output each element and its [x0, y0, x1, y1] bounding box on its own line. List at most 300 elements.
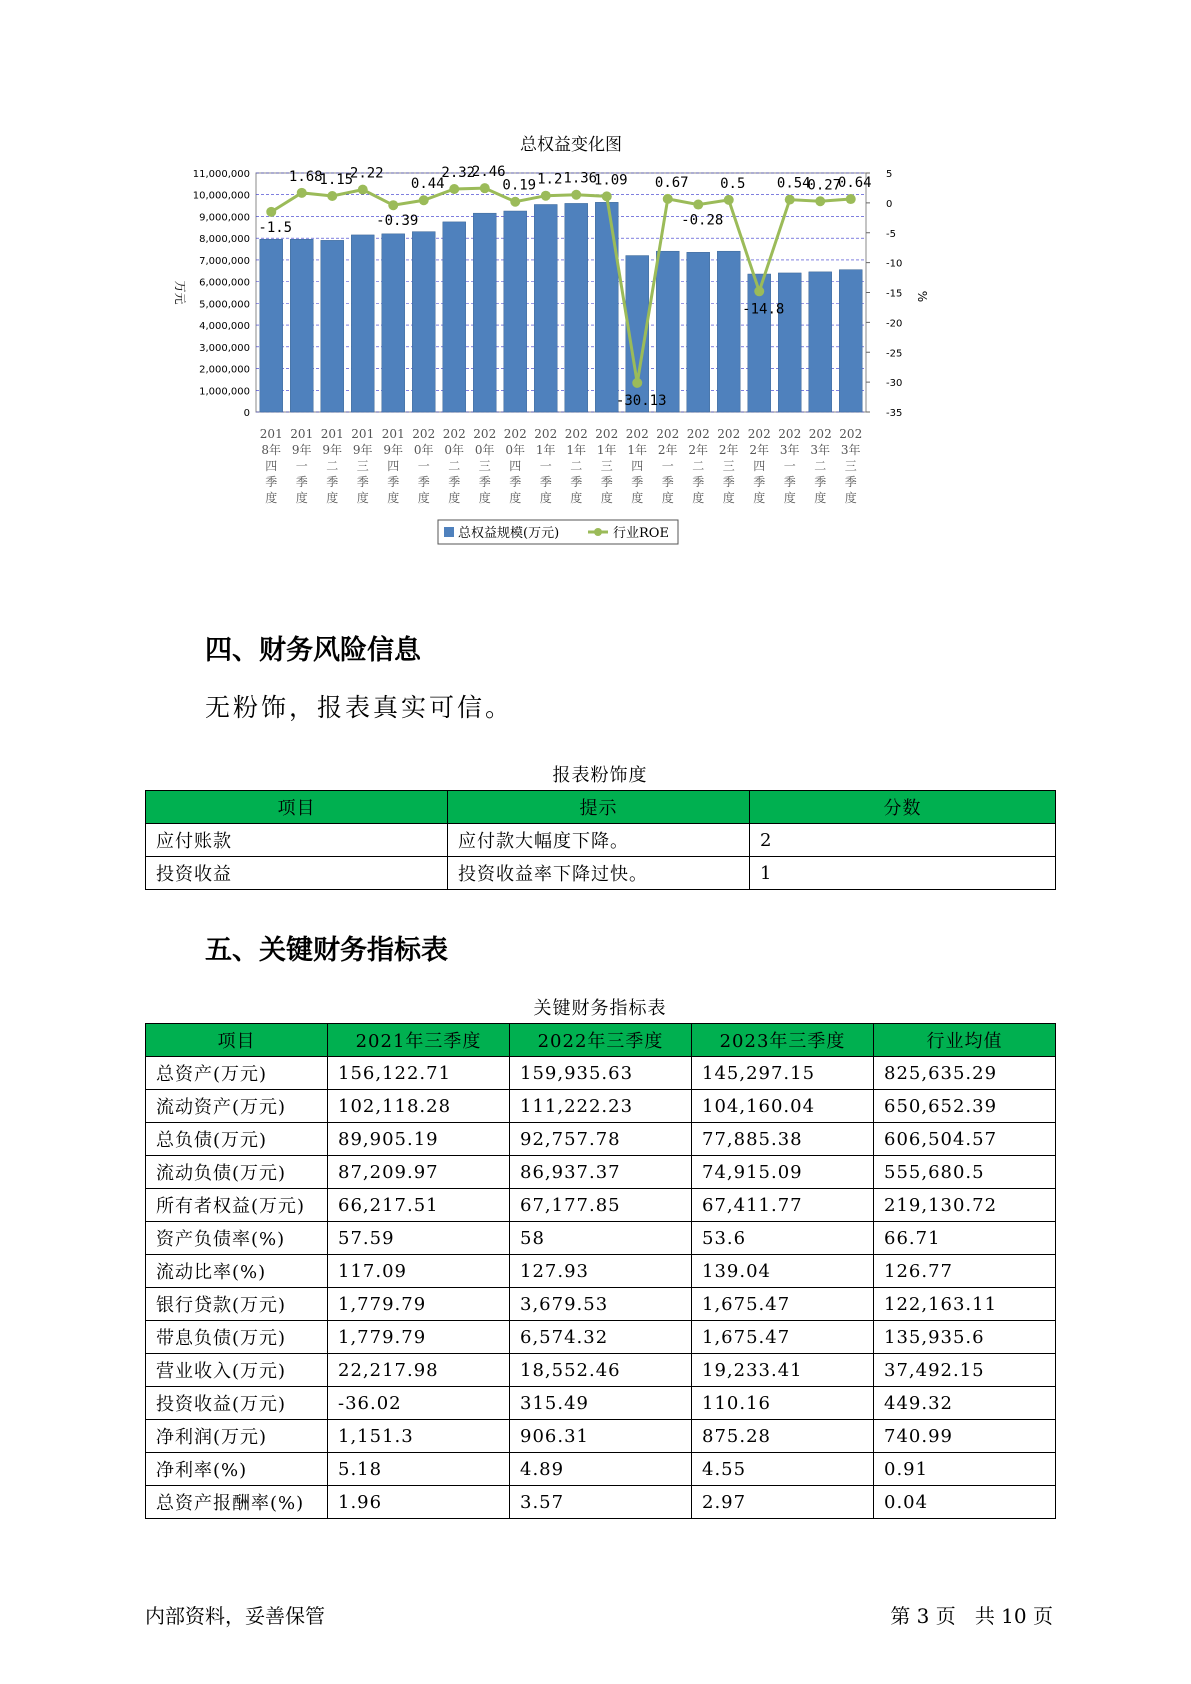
roe-point	[388, 200, 398, 210]
roe-data-label: 1.09	[593, 172, 628, 189]
kpi-table-cell: 1,151.3	[328, 1420, 510, 1453]
right-tick-label: -15	[886, 288, 903, 300]
category-label: 三	[356, 459, 369, 473]
roe-data-label: 1.2	[537, 171, 563, 188]
roe-point	[297, 188, 307, 198]
risk-header-cell: 分数	[750, 791, 1056, 824]
kpi-table-cell: 122,163.11	[874, 1288, 1056, 1321]
category-label: 二	[326, 459, 339, 473]
category-label: 9年	[383, 443, 404, 457]
category-label: 202	[564, 427, 588, 441]
risk-table-row	[146, 824, 1056, 857]
kpi-table-row	[146, 1288, 1056, 1321]
bar	[260, 239, 283, 412]
bar	[351, 235, 374, 412]
legend-line-label: 行业ROE	[613, 526, 669, 541]
category-label: 季	[326, 475, 339, 489]
risk-table-cell: 应付款大幅度下降。	[448, 824, 750, 857]
category-label: 201	[290, 427, 314, 441]
risk-table-cell: 投资收益	[146, 857, 448, 890]
kpi-table-cell: 投资收益(万元)	[146, 1387, 328, 1420]
kpi-table-cell: 117.09	[328, 1255, 510, 1288]
left-tick-label: 11,000,000	[192, 169, 250, 180]
category-label: 度	[326, 491, 339, 505]
risk-table-cell: 投资收益率下降过快。	[448, 857, 750, 890]
category-label: 四	[631, 459, 644, 473]
roe-data-label: 0.67	[654, 174, 689, 191]
roe-data-label: 1.36	[563, 170, 598, 187]
roe-point	[419, 195, 429, 205]
roe-point	[510, 197, 520, 207]
legend-bar-label: 总权益规模(万元)	[458, 526, 560, 541]
category-label: 四	[387, 459, 400, 473]
category-label: 季	[478, 475, 491, 489]
kpi-table-cell: 1,675.47	[692, 1321, 874, 1354]
category-label: 季	[448, 475, 461, 489]
kpi-table-header	[146, 1024, 1056, 1057]
category-label: 0年	[505, 443, 526, 457]
footer-page-number	[890, 1600, 1053, 1629]
roe-point	[724, 195, 734, 205]
roe-data-label: 0.54	[776, 175, 811, 192]
left-tick-label: 2,000,000	[199, 364, 250, 376]
roe-point	[266, 207, 276, 217]
kpi-table	[145, 1023, 1056, 1519]
left-tick-label: 4,000,000	[199, 321, 250, 333]
category-label: 9年	[352, 443, 373, 457]
kpi-header-cell: 项目	[146, 1024, 328, 1057]
category-label: 201	[259, 427, 283, 441]
kpi-table-cell: 127.93	[510, 1255, 692, 1288]
category-label: 202	[839, 427, 863, 441]
kpi-table-cell: 37,492.15	[874, 1354, 1056, 1387]
kpi-table-cell: 营业收入(万元)	[146, 1354, 328, 1387]
category-label: 度	[448, 491, 461, 505]
kpi-table-cell: 102,118.28	[328, 1090, 510, 1123]
category-label: 二	[692, 459, 705, 473]
category-label: 9年	[291, 443, 312, 457]
category-label: 1年	[627, 443, 648, 457]
right-tick-label: -30	[886, 378, 903, 390]
kpi-header-cell: 2021年三季度	[328, 1024, 510, 1057]
kpi-table-cell: 6,574.32	[510, 1321, 692, 1354]
category-label: 四	[509, 459, 522, 473]
category-label: 一	[661, 459, 674, 473]
category-label: 度	[631, 491, 644, 505]
category-label: 度	[265, 491, 278, 505]
left-tick-label: 9,000,000	[199, 212, 250, 224]
category-label: 2年	[718, 443, 739, 457]
category-label: 度	[661, 491, 674, 505]
right-tick-label: -20	[886, 318, 903, 330]
right-tick-label: -25	[886, 348, 903, 360]
roe-point	[754, 286, 764, 296]
kpi-table-cell: 3.57	[510, 1486, 692, 1519]
bar	[565, 203, 588, 412]
legend-line-marker	[594, 528, 602, 536]
kpi-table-cell: 825,635.29	[874, 1057, 1056, 1090]
category-label: 2年	[688, 443, 709, 457]
category-label: 202	[778, 427, 802, 441]
category-label: 季	[783, 475, 796, 489]
roe-point	[480, 183, 490, 193]
roe-point	[632, 378, 642, 388]
category-label: 度	[722, 491, 735, 505]
kpi-table-cell: 净利率(%)	[146, 1453, 328, 1486]
kpi-table-cell: 66,217.51	[328, 1189, 510, 1222]
category-label: 度	[509, 491, 522, 505]
kpi-table-cell: 所有者权益(万元)	[146, 1189, 328, 1222]
category-label: 季	[753, 475, 766, 489]
left-tick-label: 6,000,000	[199, 277, 250, 289]
roe-data-label: 0.64	[837, 175, 872, 192]
kpi-table-title: 关键财务指标表	[533, 998, 667, 1019]
roe-point	[846, 194, 856, 204]
kpi-table-cell: 3,679.53	[510, 1288, 692, 1321]
kpi-table-cell: 流动资产(万元)	[146, 1090, 328, 1123]
category-label: 202	[686, 427, 710, 441]
kpi-table-cell: 606,504.57	[874, 1123, 1056, 1156]
kpi-table-cell: 156,122.71	[328, 1057, 510, 1090]
category-label: 度	[387, 491, 400, 505]
legend-bar-swatch	[444, 527, 454, 537]
kpi-table-row	[146, 1354, 1056, 1387]
roe-data-label: -14.8	[742, 301, 785, 318]
kpi-table-cell: 53.6	[692, 1222, 874, 1255]
roe-data-label: -1.5	[258, 219, 293, 236]
kpi-table-row	[146, 1222, 1056, 1255]
bar	[321, 240, 344, 412]
bar	[809, 272, 832, 412]
category-label: 201	[320, 427, 344, 441]
kpi-table-row	[146, 1321, 1056, 1354]
kpi-table-cell: 22,217.98	[328, 1354, 510, 1387]
kpi-table-cell: 19,233.41	[692, 1354, 874, 1387]
right-axis-label: %	[915, 290, 929, 303]
category-label: 202	[503, 427, 527, 441]
category-label: 1年	[596, 443, 617, 457]
kpi-table-row	[146, 1486, 1056, 1519]
category-label: 一	[417, 459, 430, 473]
category-label: 202	[656, 427, 680, 441]
kpi-header-cell: 行业均值	[874, 1024, 1056, 1057]
kpi-table-cell: 77,885.38	[692, 1123, 874, 1156]
left-tick-label: 8,000,000	[199, 234, 250, 246]
category-label: 3年	[840, 443, 861, 457]
kpi-table-cell: 159,935.63	[510, 1057, 692, 1090]
category-label: 0年	[474, 443, 495, 457]
left-tick-label: 5,000,000	[199, 299, 250, 311]
kpi-header-cell: 2022年三季度	[510, 1024, 692, 1057]
category-label: 季	[356, 475, 369, 489]
kpi-table-cell: 89,905.19	[328, 1123, 510, 1156]
roe-data-label: 0.44	[410, 176, 445, 193]
category-label: 201	[381, 427, 405, 441]
category-label: 1年	[566, 443, 587, 457]
roe-point	[663, 194, 673, 204]
category-label: 四	[753, 459, 766, 473]
category-label: 度	[844, 491, 857, 505]
kpi-table-row	[146, 1057, 1056, 1090]
category-label: 202	[595, 427, 619, 441]
category-label: 季	[509, 475, 522, 489]
bar	[473, 213, 496, 412]
kpi-table-cell: 流动比率(%)	[146, 1255, 328, 1288]
kpi-table-cell: 5.18	[328, 1453, 510, 1486]
kpi-table-cell: 555,680.5	[874, 1156, 1056, 1189]
category-label: 202	[717, 427, 741, 441]
kpi-table-row	[146, 1255, 1056, 1288]
roe-data-label: -0.39	[376, 213, 419, 230]
kpi-table-row	[146, 1123, 1056, 1156]
kpi-table-cell: 126.77	[874, 1255, 1056, 1288]
category-label: 季	[600, 475, 613, 489]
category-label: 季	[295, 475, 308, 489]
roe-data-label: 2.32	[441, 165, 476, 182]
bar	[504, 211, 527, 412]
category-label: 二	[570, 459, 583, 473]
risk-table-title: 报表粉饰度	[552, 765, 648, 786]
roe-point	[358, 185, 368, 195]
roe-data-label: 0.19	[502, 177, 537, 194]
left-tick-label: 10,000,000	[192, 190, 250, 202]
kpi-table-cell: 92,757.78	[510, 1123, 692, 1156]
kpi-table-cell: 86,937.37	[510, 1156, 692, 1189]
bar	[382, 234, 405, 412]
category-label: 度	[753, 491, 766, 505]
kpi-table-cell: 流动负债(万元)	[146, 1156, 328, 1189]
risk-table-header	[146, 791, 1056, 824]
kpi-table-cell: 110.16	[692, 1387, 874, 1420]
kpi-table-cell: 1,779.79	[328, 1321, 510, 1354]
category-label: 季	[661, 475, 674, 489]
right-tick-label: -35	[886, 408, 903, 419]
category-label: 度	[570, 491, 583, 505]
roe-point	[571, 190, 581, 200]
roe-data-label: 0.5	[720, 175, 746, 192]
category-label: 季	[844, 475, 857, 489]
kpi-table-cell: 0.91	[874, 1453, 1056, 1486]
roe-point	[693, 200, 703, 210]
kpi-table-cell: 87,209.97	[328, 1156, 510, 1189]
roe-data-label: 2.22	[349, 165, 384, 182]
kpi-table-cell: 银行贷款(万元)	[146, 1288, 328, 1321]
kpi-table-cell: 740.99	[874, 1420, 1056, 1453]
kpi-table-cell: 1,779.79	[328, 1288, 510, 1321]
category-label: 二	[814, 459, 827, 473]
category-label: 一	[783, 459, 796, 473]
kpi-table-row	[146, 1387, 1056, 1420]
category-label: 9年	[322, 443, 343, 457]
category-label: 三	[844, 459, 857, 473]
category-label: 度	[417, 491, 430, 505]
category-label: 一	[539, 459, 552, 473]
left-tick-label: 0	[243, 408, 250, 419]
roe-point	[785, 195, 795, 205]
kpi-table-cell: 315.49	[510, 1387, 692, 1420]
bar	[534, 205, 557, 412]
kpi-table-cell: 带息负债(万元)	[146, 1321, 328, 1354]
roe-data-label: 2.46	[471, 164, 506, 181]
roe-point	[541, 191, 551, 201]
bar	[656, 251, 679, 412]
category-label: 度	[478, 491, 491, 505]
left-tick-label: 3,000,000	[199, 342, 250, 354]
bar	[290, 239, 313, 412]
category-label: 201	[351, 427, 375, 441]
bar	[778, 273, 801, 412]
category-label: 三	[478, 459, 491, 473]
category-label: 季	[692, 475, 705, 489]
kpi-table-row	[146, 1189, 1056, 1222]
kpi-table-cell: 4.55	[692, 1453, 874, 1486]
roe-point	[815, 196, 825, 206]
category-label: 202	[625, 427, 649, 441]
kpi-table-cell: 1.96	[328, 1486, 510, 1519]
category-label: 度	[600, 491, 613, 505]
category-label: 季	[570, 475, 583, 489]
category-label: 202	[473, 427, 497, 441]
bar	[412, 232, 435, 412]
category-label: 度	[783, 491, 796, 505]
kpi-table-cell: 总资产(万元)	[146, 1057, 328, 1090]
category-label: 202	[534, 427, 558, 441]
category-label: 度	[356, 491, 369, 505]
risk-header-cell: 项目	[146, 791, 448, 824]
bar	[717, 251, 740, 412]
kpi-table-cell: -36.02	[328, 1387, 510, 1420]
category-label: 202	[412, 427, 436, 441]
kpi-table-cell: 总负债(万元)	[146, 1123, 328, 1156]
category-label: 季	[631, 475, 644, 489]
category-label: 三	[600, 459, 613, 473]
risk-table-cell: 应付账款	[146, 824, 448, 857]
risk-header-cell: 提示	[448, 791, 750, 824]
risk-table-cell: 2	[750, 824, 1056, 857]
roe-point	[602, 191, 612, 201]
kpi-table-cell: 145,297.15	[692, 1057, 874, 1090]
category-label: 度	[692, 491, 705, 505]
risk-table-row	[146, 857, 1056, 890]
category-label: 季	[417, 475, 430, 489]
kpi-table-cell: 104,160.04	[692, 1090, 874, 1123]
kpi-table-cell: 18,552.46	[510, 1354, 692, 1387]
kpi-table-row	[146, 1090, 1056, 1123]
kpi-table-row	[146, 1156, 1056, 1189]
kpi-table-cell: 111,222.23	[510, 1090, 692, 1123]
roe-data-label: 0.27	[807, 177, 842, 194]
category-label: 度	[539, 491, 552, 505]
kpi-table-cell: 0.04	[874, 1486, 1056, 1519]
category-label: 2年	[657, 443, 678, 457]
category-label: 季	[539, 475, 552, 489]
roe-point	[449, 184, 459, 194]
bar	[595, 202, 618, 412]
category-label: 202	[747, 427, 771, 441]
category-label: 3年	[779, 443, 800, 457]
category-label: 季	[387, 475, 400, 489]
kpi-table-cell: 66.71	[874, 1222, 1056, 1255]
category-label: 0年	[444, 443, 465, 457]
kpi-table-cell: 总资产报酬率(%)	[146, 1486, 328, 1519]
kpi-table-cell: 67,177.85	[510, 1189, 692, 1222]
risk-table-cell: 1	[750, 857, 1056, 890]
right-tick-label: -5	[886, 228, 896, 240]
left-tick-label: 1,000,000	[199, 386, 250, 398]
kpi-table-row	[146, 1420, 1056, 1453]
equity-chart	[170, 130, 970, 600]
kpi-table-cell: 净利润(万元)	[146, 1420, 328, 1453]
footer-confidential: 内部资料，妥善保管	[145, 1604, 325, 1628]
roe-data-label: 1.68	[288, 168, 323, 185]
risk-table	[145, 790, 1056, 890]
kpi-table-cell: 875.28	[692, 1420, 874, 1453]
category-label: 季	[265, 475, 278, 489]
category-label: 0年	[413, 443, 434, 457]
category-label: 三	[722, 459, 735, 473]
kpi-table-cell: 58	[510, 1222, 692, 1255]
right-tick-label: -10	[886, 258, 903, 270]
kpi-table-cell: 74,915.09	[692, 1156, 874, 1189]
kpi-table-cell: 135,935.6	[874, 1321, 1056, 1354]
bar	[443, 222, 466, 412]
bar	[839, 270, 862, 412]
footer-page-text: 第 3 页 共 10 页	[890, 1604, 1053, 1628]
category-label: 四	[265, 459, 278, 473]
kpi-table-cell: 2.97	[692, 1486, 874, 1519]
kpi-table-cell: 449.32	[874, 1387, 1056, 1420]
category-label: 季	[722, 475, 735, 489]
roe-point	[327, 191, 337, 201]
category-label: 季	[814, 475, 827, 489]
kpi-table-cell: 67,411.77	[692, 1189, 874, 1222]
category-label: 3年	[810, 443, 831, 457]
kpi-table-cell: 139.04	[692, 1255, 874, 1288]
equity-chart-svg	[170, 130, 970, 600]
kpi-table-cell: 650,652.39	[874, 1090, 1056, 1123]
kpi-header-cell: 2023年三季度	[692, 1024, 874, 1057]
roe-data-label: -0.28	[681, 212, 724, 229]
left-axis-label: 万元	[173, 280, 187, 305]
category-label: 8年	[261, 443, 282, 457]
bar	[687, 252, 710, 412]
category-label: 度	[295, 491, 308, 505]
category-label: 1年	[535, 443, 556, 457]
section5-heading: 五、关键财务指标表	[205, 935, 448, 966]
kpi-table-cell: 57.59	[328, 1222, 510, 1255]
category-label: 202	[808, 427, 832, 441]
section4-paragraph: 无粉饰，报表真实可信。	[205, 693, 514, 722]
section4-heading: 四、财务风险信息	[205, 635, 421, 666]
category-label: 2年	[749, 443, 770, 457]
roe-data-label: -30.13	[615, 392, 667, 409]
kpi-table-row	[146, 1453, 1056, 1486]
right-tick-label: 5	[886, 169, 893, 180]
category-label: 二	[448, 459, 461, 473]
roe-data-label: 1.15	[319, 172, 354, 189]
chart-title: 总权益变化图	[520, 135, 622, 155]
kpi-table-cell: 4.89	[510, 1453, 692, 1486]
category-label: 度	[814, 491, 827, 505]
kpi-table-cell: 资产负债率(%)	[146, 1222, 328, 1255]
right-tick-label: 0	[886, 198, 893, 210]
category-label: 一	[295, 459, 308, 473]
category-label: 202	[442, 427, 466, 441]
kpi-table-cell: 219,130.72	[874, 1189, 1056, 1222]
kpi-table-cell: 906.31	[510, 1420, 692, 1453]
kpi-table-cell: 1,675.47	[692, 1288, 874, 1321]
left-tick-label: 7,000,000	[199, 255, 250, 267]
